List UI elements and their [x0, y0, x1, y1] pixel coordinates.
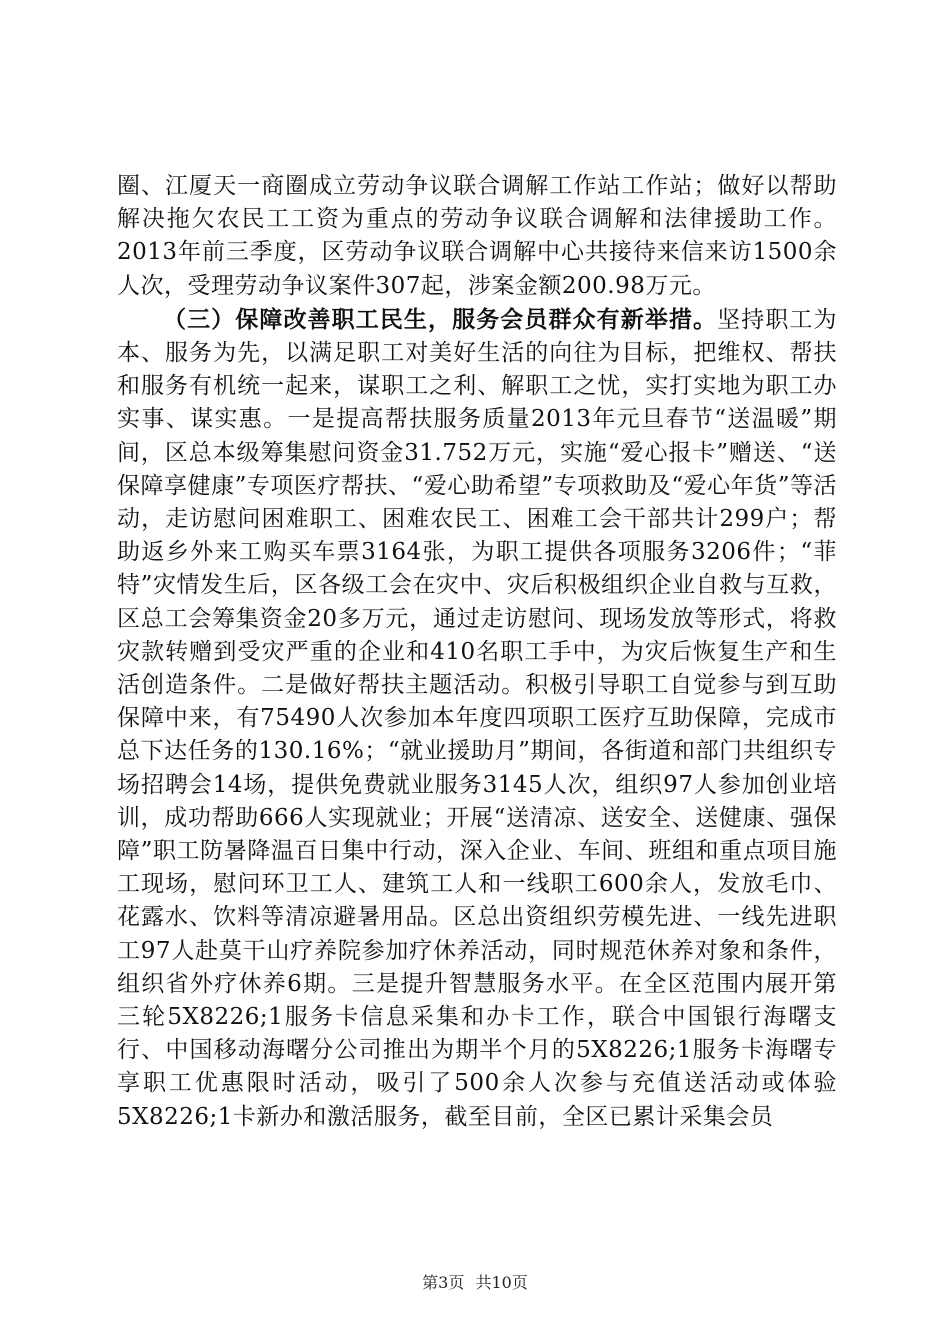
document-body	[117, 170, 837, 1134]
paragraph-continued: 圈、江厦天一商圈成立劳动争议联合调解工作站工作站；做好以帮助解决拖欠农民工工资为重点的劳动争议联合调解和法律援助工作。2013年前三季度，区劳动争议联合调解中心共接待来信来访1500余人次，受理劳动争议案件307起，涉案金额200.98万元。	[117, 173, 837, 299]
page-footer	[0, 1270, 950, 1293]
paragraph-section-three	[117, 303, 837, 1134]
page-number: 第3页	[422, 1273, 465, 1292]
section-body: 坚持职工为本、服务为先，以满足职工对美好生活的向往为目标，把维权、帮扶和服务有机统一起来，谋职工之利、解职工之忧，实打实地为职工办实事、谋实惠。一是提高帮扶服务质量2013年元旦春节“送温暖”期间，区总本级筹集慰问资金31.752万元，实施“爱心报卡”赠送、“送保障享健康”专项医疗帮扶、“爱心助希望”专项救助及“爱心年货”等活动，走访慰问困难职工、困难农民工、困难工会干部共计299户；帮助返乡外来工购买车票3164张，为职工提供各项服务3206件；“菲特”灾情发生后，区各级工会在灾中、灾后积极组织企业自救与互救，区总工会筹集资金20多万元，通过走访慰问、现场发放等形式，将救灾款转赠到受灾严重的企业和410名职工手中，为灾后恢复生产和生活创造条件。二是做好帮扶主题活动。积极引导职工自觉参与到互助保障中来，有75490人次参加本年度四项职工医疗互助保障，完成市总下达任务的130.16%；“就业援助月”期间，各街道和部门共组织专场招聘会14场，提供免费就业服务3145人次，组织97人参加创业培训，成功帮助666人实现就业；开展“送清凉、送安全、送健康、强保障”职工防暑降温百日集中行动，深入企业、车间、班组和重点项目施工现场，慰问环卫工人、建筑工人和一线职工600余人，发放毛巾、花露水、饮料等清凉避暑用品。区总出资组织劳模先进、一线先进职工97人赴莫干山疗养院参加疗休养活动，同时规范休养对象和条件，组织省外疗休养6期。三是提升智慧服务水平。在全区范围内展开第三轮5X8226;1服务卡信息采集和办卡工作，联合中国银行海曙支行、中国移动海曙分公司推出为期半个月的5X8226;1服务卡海曙专享职工优惠限时活动，吸引了500余人次参与充值送活动或体验5X8226;1卡新办和激活服务，截至目前，全区已累计采集会员	[117, 306, 838, 1130]
page-total: 共10页	[475, 1273, 528, 1292]
section-heading: （三）保障改善职工民生，服务会员群众有新举措。	[163, 305, 718, 333]
